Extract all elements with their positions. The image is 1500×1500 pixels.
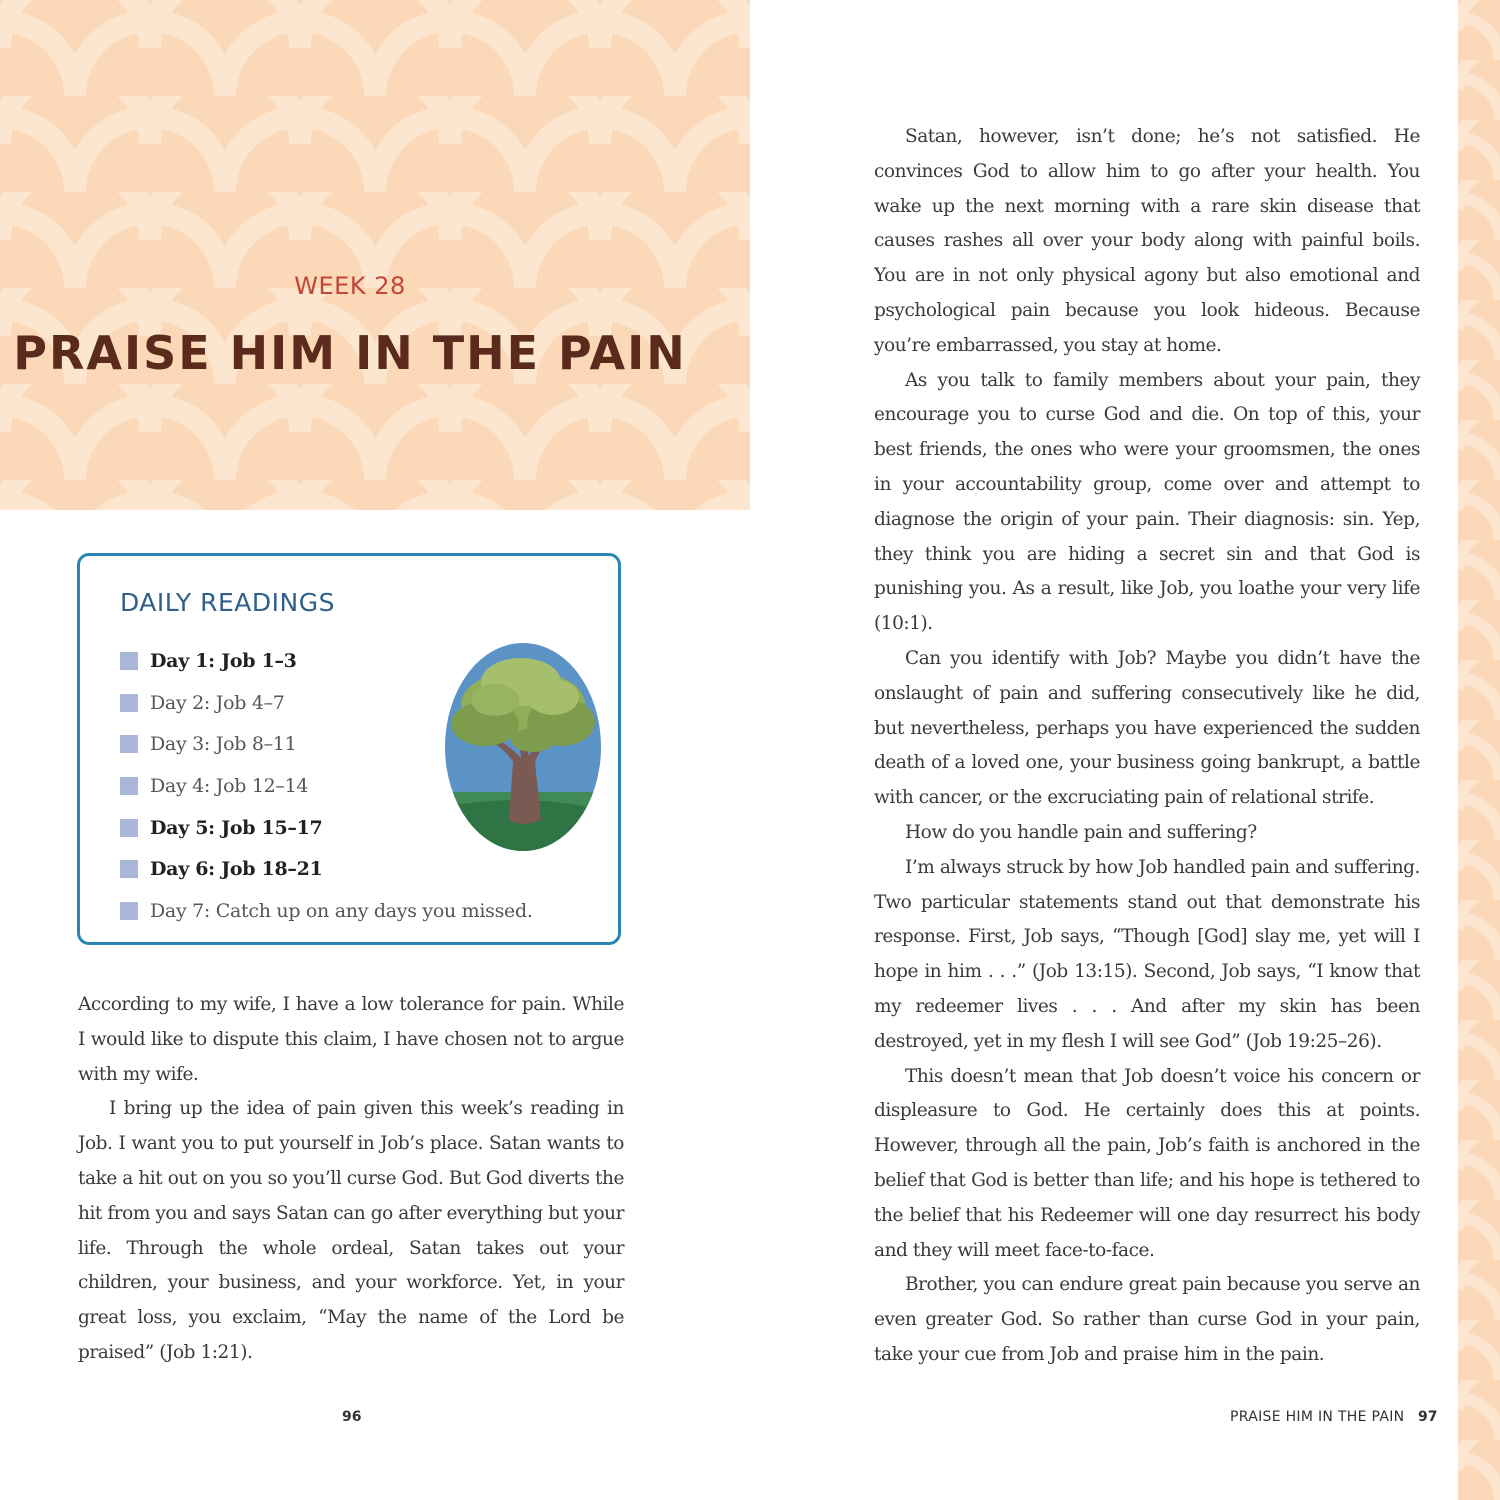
reading-text: Day 4: Job 12–14 <box>150 774 309 797</box>
edge-wave-pattern-graphic <box>1458 0 1500 1500</box>
checkbox-square-icon[interactable] <box>120 860 138 878</box>
checkbox-square-icon[interactable] <box>120 777 138 795</box>
decorative-edge-strip <box>1458 0 1500 1500</box>
checkbox-square-icon[interactable] <box>120 819 138 837</box>
checkbox-square-icon[interactable] <box>120 735 138 753</box>
checkbox-square-icon[interactable] <box>120 652 138 670</box>
right-page-body <box>874 120 1420 1373</box>
reading-text: Day 6: Job 18–21 <box>150 858 323 881</box>
reading-text: Day 5: Job 15–17 <box>150 816 323 839</box>
paragraph: According to my wife, I have a low tolerance for pain. While I would like to dispute this claim, I have chosen not to argue with my wife. <box>78 994 624 1085</box>
running-head: PRAISE HIM IN THE PAIN <box>1230 1409 1405 1425</box>
reading-item-day-7[interactable] <box>120 890 533 932</box>
daily-readings-heading: DAILY READINGS <box>120 588 335 617</box>
page-number-right: 97 <box>1418 1409 1438 1425</box>
week-label: WEEK 28 <box>294 272 406 300</box>
left-page-body <box>78 988 624 1371</box>
reading-text: Day 3: Job 8–11 <box>150 733 297 756</box>
paragraph: As you talk to family members about your pain, they encourage you to curse God and die. On top of this, your best friends, the ones who were your groomsmen, the ones in your accountability group, come over and attempt to diagnose the origin of your pain. Their diagnosis: sin. Yep, they think you are hiding a secret sin and that God is punishing you. As a result, like Job, you loathe your very life (10:1). <box>874 369 1420 635</box>
decorative-wave-pattern <box>0 0 750 510</box>
paragraph: Brother, you can endure great pain because you serve an even greater God. So rather than curse God in your pain, take your cue from Job and praise him in the pain. <box>874 1274 1420 1365</box>
paragraph: I bring up the idea of pain given this week’s reading in Job. I want you to put yourself in Job’s place. Satan wants to take a hit out on you so you’ll curse God. But God diverts the hit from you and says Satan can go after everything but your life. Through the whole ordeal, Satan takes out your children, your business, and your workforce. Yet, in your great loss, you exclaim, “May the name of the Lord be praised” (Job 1:21). <box>78 1098 624 1363</box>
chapter-title: PRAISE HIM IN THE PAIN <box>13 326 687 380</box>
checkbox-square-icon[interactable] <box>120 694 138 712</box>
paragraph: This doesn’t mean that Job doesn’t voice his concern or displeasure to God. He certainly does this at points. However, through all the pain, Job’s faith is anchored in the belief that God is better than life; and his hope is tethered to the belief that his Redeemer will one day resurrect his body and they will meet face-to-face. <box>874 1065 1420 1261</box>
reading-item-day-6[interactable] <box>120 848 533 890</box>
paragraph: Satan, however, isn’t done; he’s not satisfied. He convinces God to allow him to go after your health. You wake up the next morning with a rare skin disease that causes rashes all over your body along with painful boils. You are in not only physical agony but also emotional and psychological pain because you look hideous. Because you’re embarrassed, you stay at home. <box>874 126 1420 356</box>
paragraph: I’m always struck by how Job handled pain and suffering. Two particular statements stand out that demonstrate his response. First, Job says, “Though [God] slay me, yet will I hope in him . . .” (Job 13:15). Second, Job says, “I know that my redeemer lives . . . And after my skin has been destroyed, yet in my flesh I will see God” (Job 19:25–26). <box>874 856 1420 1052</box>
reading-text: Day 1: Job 1–3 <box>150 649 297 672</box>
reading-text: Day 7: Catch up on any days you missed. <box>150 899 533 922</box>
paragraph: How do you handle pain and suffering? <box>905 821 1257 843</box>
wave-pattern-graphic <box>0 0 750 510</box>
oak-tree-circle-icon <box>443 642 603 852</box>
paragraph: Can you identify with Job? Maybe you didn’t have the onslaught of pain and suffering consecutively like he did, but nevertheless, perhaps you have experienced the sudden death of a loved one, your business going bankrupt, a battle with cancer, or the excruciating pain of relational strife. <box>874 647 1420 809</box>
reading-text: Day 2: Job 4–7 <box>150 691 285 714</box>
daily-readings-box <box>77 553 621 945</box>
page-number-left: 96 <box>342 1409 362 1425</box>
checkbox-square-icon[interactable] <box>120 902 138 920</box>
